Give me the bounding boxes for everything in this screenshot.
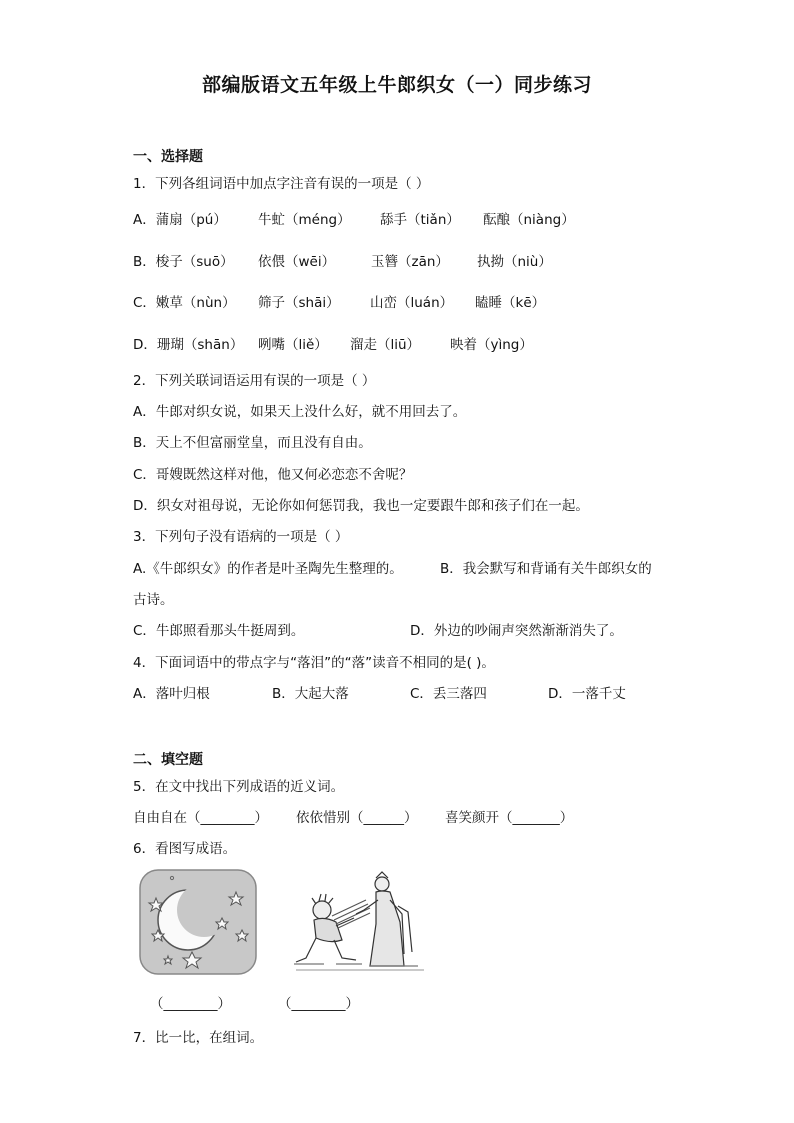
question-5-item-3: 喜笑颜开（_______） <box>445 810 574 826</box>
question-1-stem: 1．下列各组词语中加点字注音有误的一项是（ ） <box>133 176 430 192</box>
question-5-item-2: 依依惜别（______） <box>296 810 418 826</box>
option-d-word-4: 映着（yìng） <box>450 337 533 353</box>
section-heading-fill: 二、填空题 <box>133 752 203 768</box>
question-2-option-a: A．牛郎对织女说，如果天上没什么好，就不用回去了。 <box>133 404 467 420</box>
option-a-word-1: A．蒲扇（pú） <box>133 212 227 228</box>
night-sky-picture <box>138 868 258 976</box>
option-b-word-2: 依偎（wēi） <box>258 254 336 270</box>
two-figures-picture <box>286 870 434 976</box>
question-6-stem: 6．看图写成语。 <box>133 841 237 857</box>
question-6-blank-1[interactable]: （________） <box>150 996 231 1012</box>
option-c-word-1: C．嫩草（nùn） <box>133 295 236 311</box>
option-a-word-3: 舔手（tiǎn） <box>380 212 460 228</box>
question-4-stem: 4．下面词语中的带点字与“落泪”的“落”读音不相同的是( )。 <box>133 655 495 671</box>
option-c-word-3: 山峦（luán） <box>370 295 454 311</box>
question-3-option-c: C．牛郎照看那头牛挺周到。 <box>133 623 305 639</box>
question-3-option-b: B．我会默写和背诵有关牛郎织女的 <box>440 561 652 577</box>
question-2-option-b: B．天上不但富丽堂皇，而且没有自由。 <box>133 435 372 451</box>
question-3-stem: 3．下列句子没有语病的一项是（ ） <box>133 529 349 545</box>
question-2-option-d: D．织女对祖母说，无论你如何惩罚我，我也一定要跟牛郎和孩子们在一起。 <box>133 498 589 514</box>
option-d-word-1: D．珊瑚（shān） <box>133 337 244 353</box>
question-4-option-b: B．大起大落 <box>272 686 349 702</box>
option-a-word-4: 酝酿（niàng） <box>483 212 575 228</box>
question-6-blank-2[interactable]: （________） <box>278 996 359 1012</box>
option-a-word-2: 牛虻（méng） <box>258 212 351 228</box>
question-4-option-d: D．一落千丈 <box>548 686 626 702</box>
option-b-word-3: 玉簪（zān） <box>371 254 449 270</box>
question-7-stem: 7．比一比，在组词。 <box>133 1030 264 1046</box>
option-d-word-2: 咧嘴（liě） <box>258 337 328 353</box>
option-c-word-4: 瞌睡（kē） <box>475 295 546 311</box>
question-3-option-d: D．外边的吵闹声突然渐渐消失了。 <box>410 623 623 639</box>
option-d-word-3: 溜走（liū） <box>350 337 421 353</box>
question-3-option-a: A.《牛郎织女》的作者是叶圣陶先生整理的。 <box>133 561 403 577</box>
question-4-option-a: A．落叶归根 <box>133 686 210 702</box>
question-3-option-b-continued: 古诗。 <box>133 592 174 608</box>
option-b-word-1: B．梭子（suō） <box>133 254 234 270</box>
option-b-word-4: 执拗（niù） <box>477 254 552 270</box>
question-2-stem: 2．下列关联词语运用有误的一项是（ ） <box>133 373 376 389</box>
page-title: 部编版语文五年级上牛郎织女（一）同步练习 <box>201 74 592 96</box>
question-5-stem: 5．在文中找出下列成语的近义词。 <box>133 779 345 795</box>
question-4-option-c: C．丢三落四 <box>410 686 487 702</box>
section-heading-choice: 一、选择题 <box>133 149 203 165</box>
option-c-word-2: 筛子（shāi） <box>258 295 340 311</box>
question-2-option-c: C．哥嫂既然这样对他，他又何必恋恋不舍呢？ <box>133 467 413 483</box>
question-5-item-1: 自由自在（________） <box>133 810 268 826</box>
